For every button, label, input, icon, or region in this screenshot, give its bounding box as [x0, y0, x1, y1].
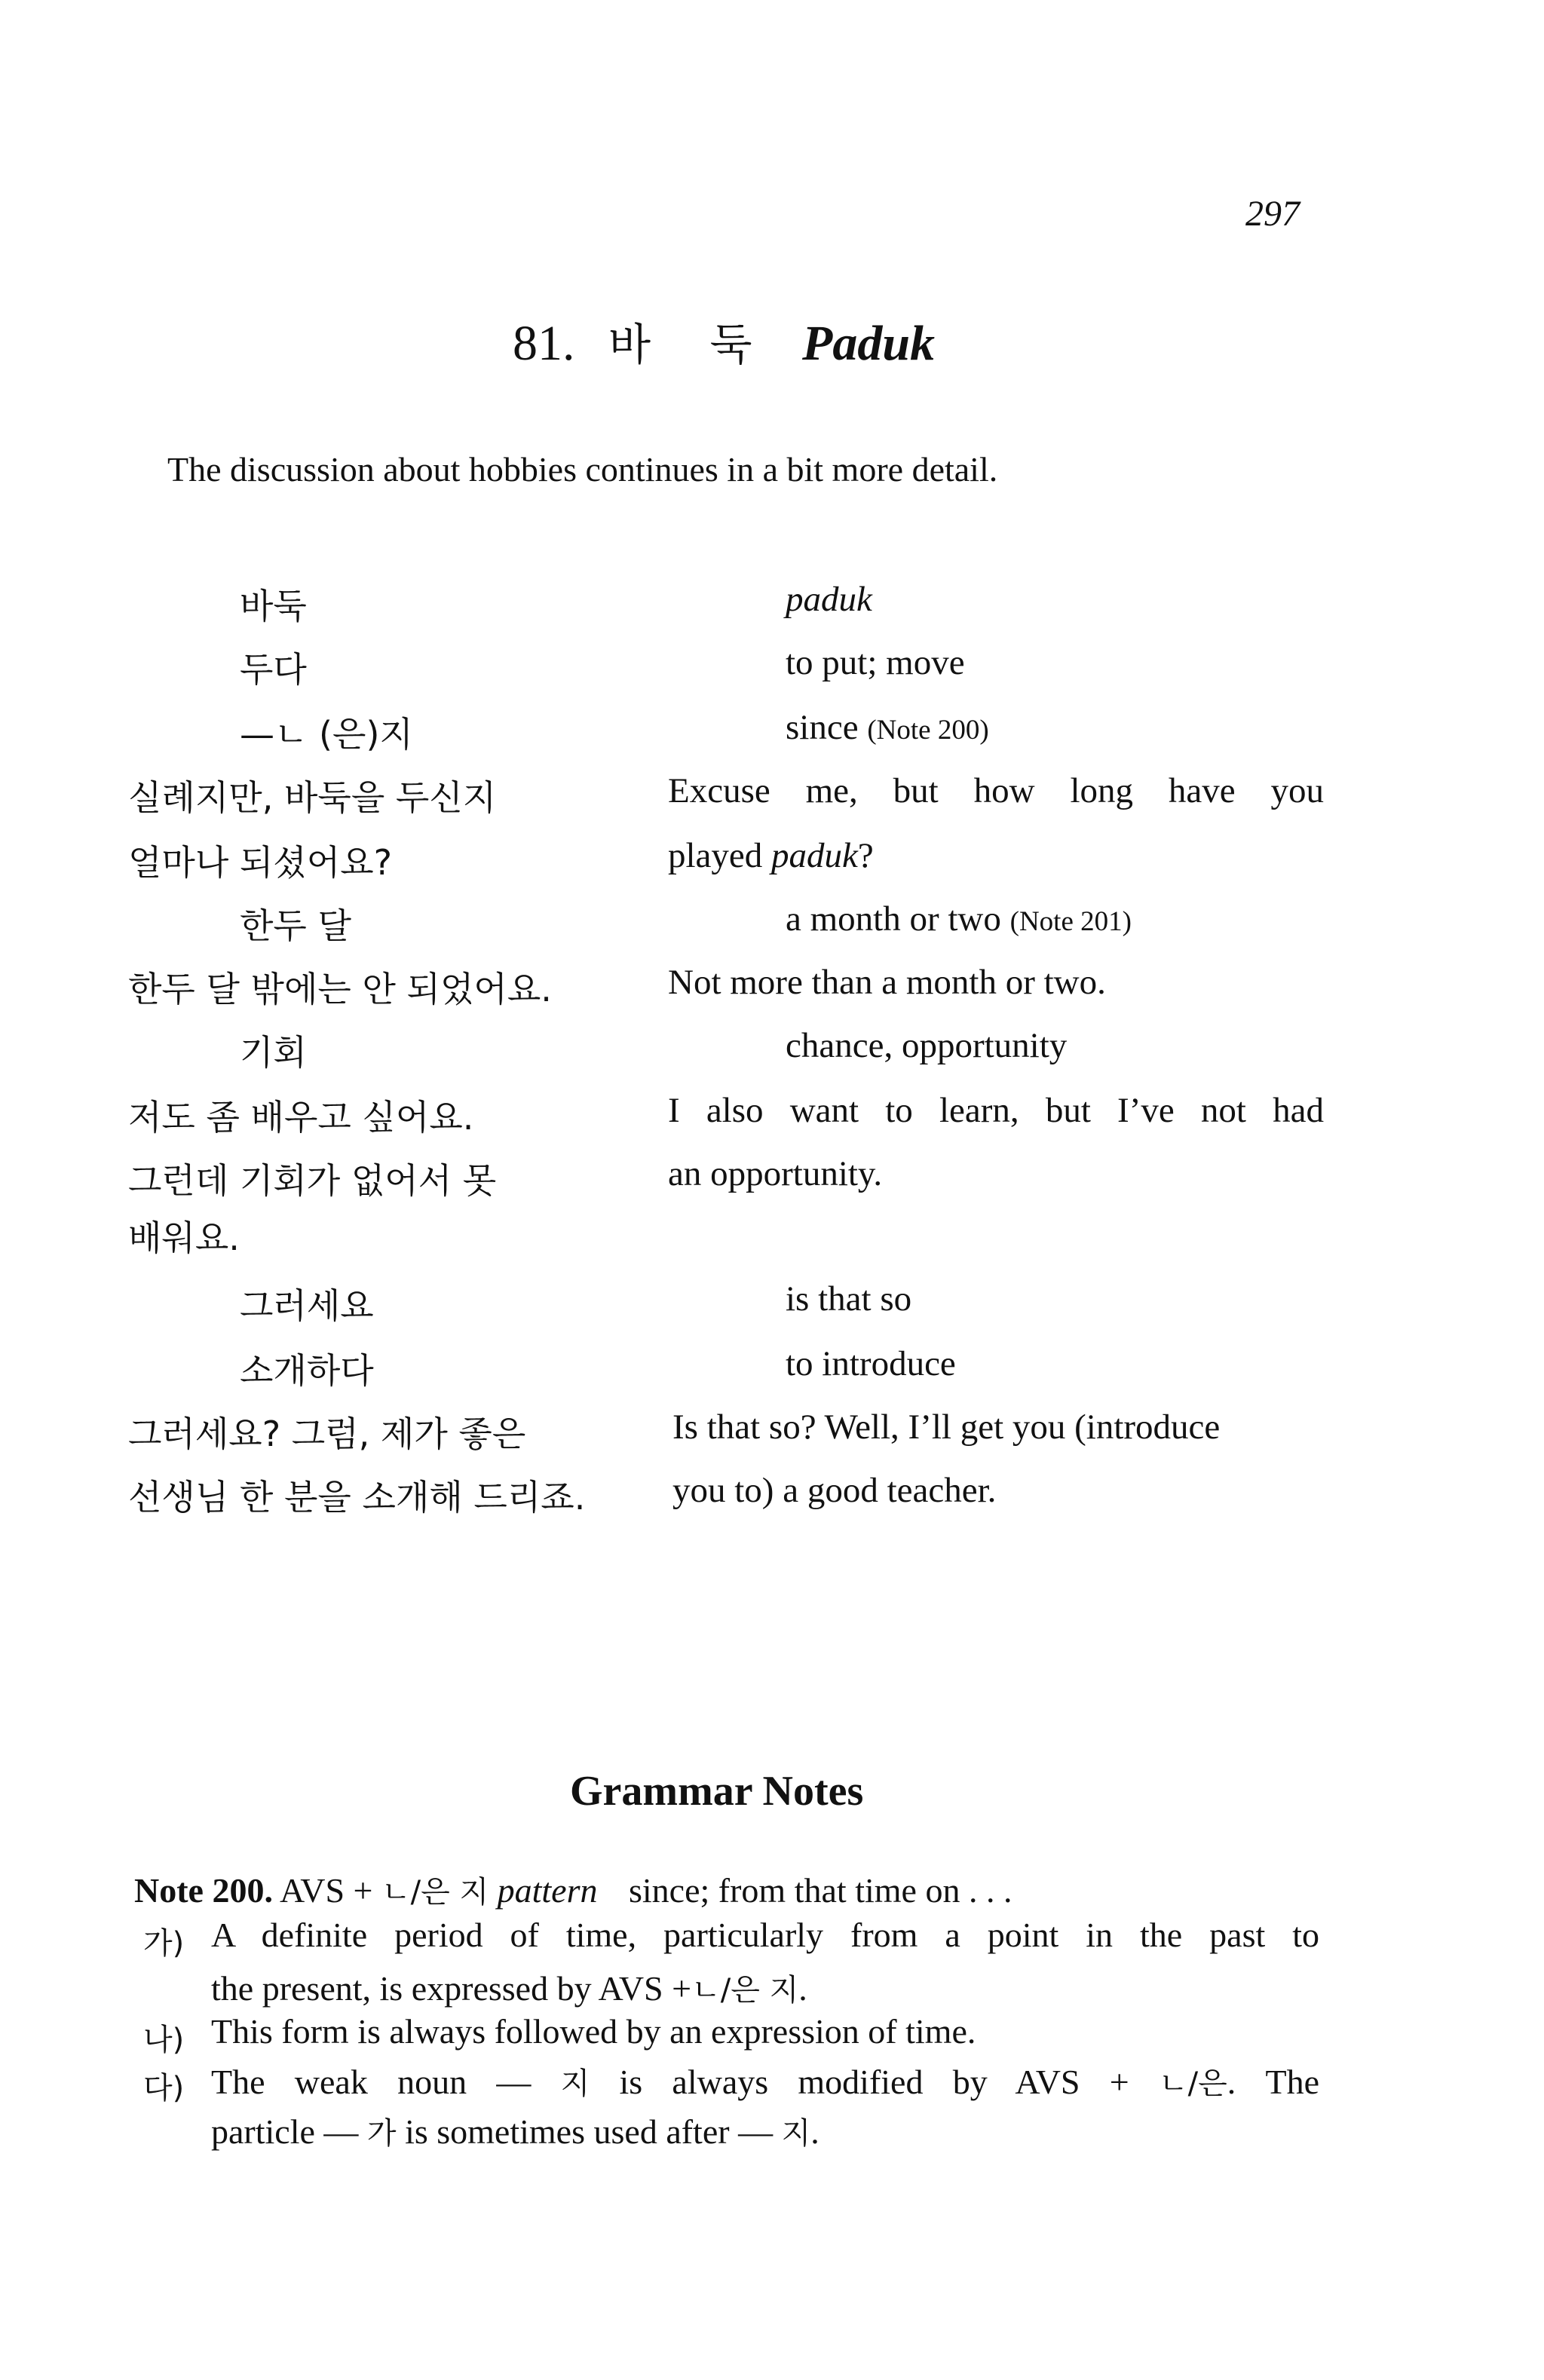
- note-text: is always modified by AVS +: [619, 2063, 1129, 2101]
- korean-word: —ㄴ (은)지: [240, 714, 413, 755]
- note-reference: (Note 201): [1009, 906, 1132, 937]
- korean-sentence: 한두 달 밖에는 안 되었어요.: [128, 969, 552, 1009]
- sentence-row: [0, 1470, 1544, 1530]
- translation-text: played: [668, 836, 772, 875]
- vocab-row: [0, 642, 1544, 703]
- grammar-notes-heading: Grammar Notes: [570, 1768, 864, 1815]
- english-gloss: chance, opportunity: [786, 1026, 1068, 1065]
- vocab-row: [0, 1025, 1544, 1086]
- english-translation: Is that so? Well, I’ll get you (introduce: [672, 1407, 1221, 1447]
- lesson-number: 81.: [513, 316, 575, 371]
- sentence-row: [0, 1211, 1544, 1271]
- english-translation: [668, 835, 874, 876]
- note-text: The weak noun —: [211, 2063, 532, 2101]
- note-korean: 지: [560, 2066, 590, 2101]
- sentence-row: [0, 835, 1544, 896]
- gloss-text: a month or two: [786, 899, 1001, 939]
- lesson-intro: The discussion about hobbies continues in a bit more detail.: [167, 450, 998, 489]
- note-korean: 가: [366, 2116, 397, 2151]
- vocab-row: [0, 707, 1544, 767]
- lesson-title: [513, 309, 935, 372]
- page-number: 297: [1245, 194, 1300, 234]
- list-marker: 나): [143, 2023, 185, 2057]
- note-text: . The: [1227, 2063, 1319, 2101]
- note-text: .: [810, 2112, 819, 2151]
- vocab-row: [0, 579, 1544, 639]
- korean-sentence: 배워요.: [128, 1218, 240, 1258]
- english-gloss: is that so: [786, 1279, 912, 1319]
- note-korean-ending: ㄴ/은 지: [381, 1875, 489, 1910]
- korean-word: 그러세요: [240, 1285, 374, 1326]
- note-meaning: since; from that time on . . .: [629, 1871, 1012, 1910]
- lesson-title-korean: 바 둑: [608, 319, 775, 370]
- note-item-line: A definite period of time, particularly from a point in the past to: [211, 1916, 1319, 1954]
- english-translation: I also want to learn, but I’ve not had: [668, 1091, 1324, 1130]
- sentence-row: [0, 1407, 1544, 1467]
- note-korean: ㄴ/은 지: [691, 1973, 799, 2008]
- note-korean: ㄴ/은: [1158, 2066, 1227, 2101]
- list-marker: 가): [143, 1926, 185, 1961]
- sentence-row: [0, 962, 1544, 1022]
- note-item-line: [211, 2109, 819, 2152]
- note-item-line: This form is always followed by an expression of time.: [211, 2012, 976, 2051]
- korean-sentence: 얼마나 되셨어요?: [128, 842, 393, 883]
- korean-sentence: 그러세요? 그럼, 제가 좋은: [128, 1414, 526, 1454]
- gloss-text: since: [786, 708, 859, 747]
- sentence-row: [0, 1153, 1544, 1214]
- lesson-title-english: Paduk: [802, 316, 936, 371]
- english-gloss: [786, 899, 1132, 939]
- korean-sentence: 선생님 한 분을 소개해 드리죠.: [128, 1477, 586, 1518]
- korean-sentence: 저도 좀 배우고 싶어요.: [128, 1097, 474, 1138]
- note-pattern: pattern: [497, 1871, 598, 1910]
- vocab-row: [0, 1279, 1544, 1339]
- english-translation: Not more than a month or two.: [668, 963, 1106, 1002]
- note-200-header: [134, 1868, 1012, 1911]
- english-gloss: [786, 707, 989, 748]
- english-gloss: paduk: [786, 580, 872, 619]
- note-text: is sometimes used after —: [405, 2112, 774, 2151]
- note-avs: AVS +: [279, 1871, 373, 1910]
- note-reference: (Note 200): [867, 715, 989, 746]
- translation-italic: paduk: [771, 836, 858, 875]
- sentence-row: [0, 1090, 1544, 1150]
- korean-word: 소개하다: [240, 1350, 374, 1391]
- note-korean: 지: [781, 2116, 811, 2151]
- korean-word: 기회: [240, 1032, 307, 1073]
- note-text: the present, is expressed by AVS +: [211, 1969, 692, 2008]
- english-translation: an opportunity.: [668, 1154, 883, 1193]
- korean-word: 한두 달: [240, 905, 351, 946]
- note-label: Note 200.: [134, 1871, 273, 1910]
- english-translation: Excuse me, but how long have you: [668, 771, 1324, 810]
- list-marker: 다): [143, 2071, 185, 2106]
- english-gloss: to put; move: [786, 643, 965, 682]
- korean-word: 두다: [240, 649, 307, 690]
- korean-word: 바둑: [240, 586, 307, 626]
- note-text: particle —: [211, 2112, 359, 2151]
- note-item-line: [211, 1966, 807, 2009]
- vocab-row: [0, 1343, 1544, 1404]
- korean-sentence: 실례지만, 바둑을 두신지: [128, 777, 497, 818]
- english-gloss: to introduce: [786, 1344, 956, 1383]
- sentence-row: [0, 770, 1544, 831]
- english-translation: you to) a good teacher.: [672, 1471, 997, 1510]
- note-punct: .: [798, 1969, 807, 2008]
- translation-punct: ?: [857, 836, 874, 875]
- note-item-line: [211, 2060, 1319, 2103]
- korean-sentence: 그런데 기회가 없어서 못: [128, 1160, 497, 1201]
- vocab-row: [0, 899, 1544, 959]
